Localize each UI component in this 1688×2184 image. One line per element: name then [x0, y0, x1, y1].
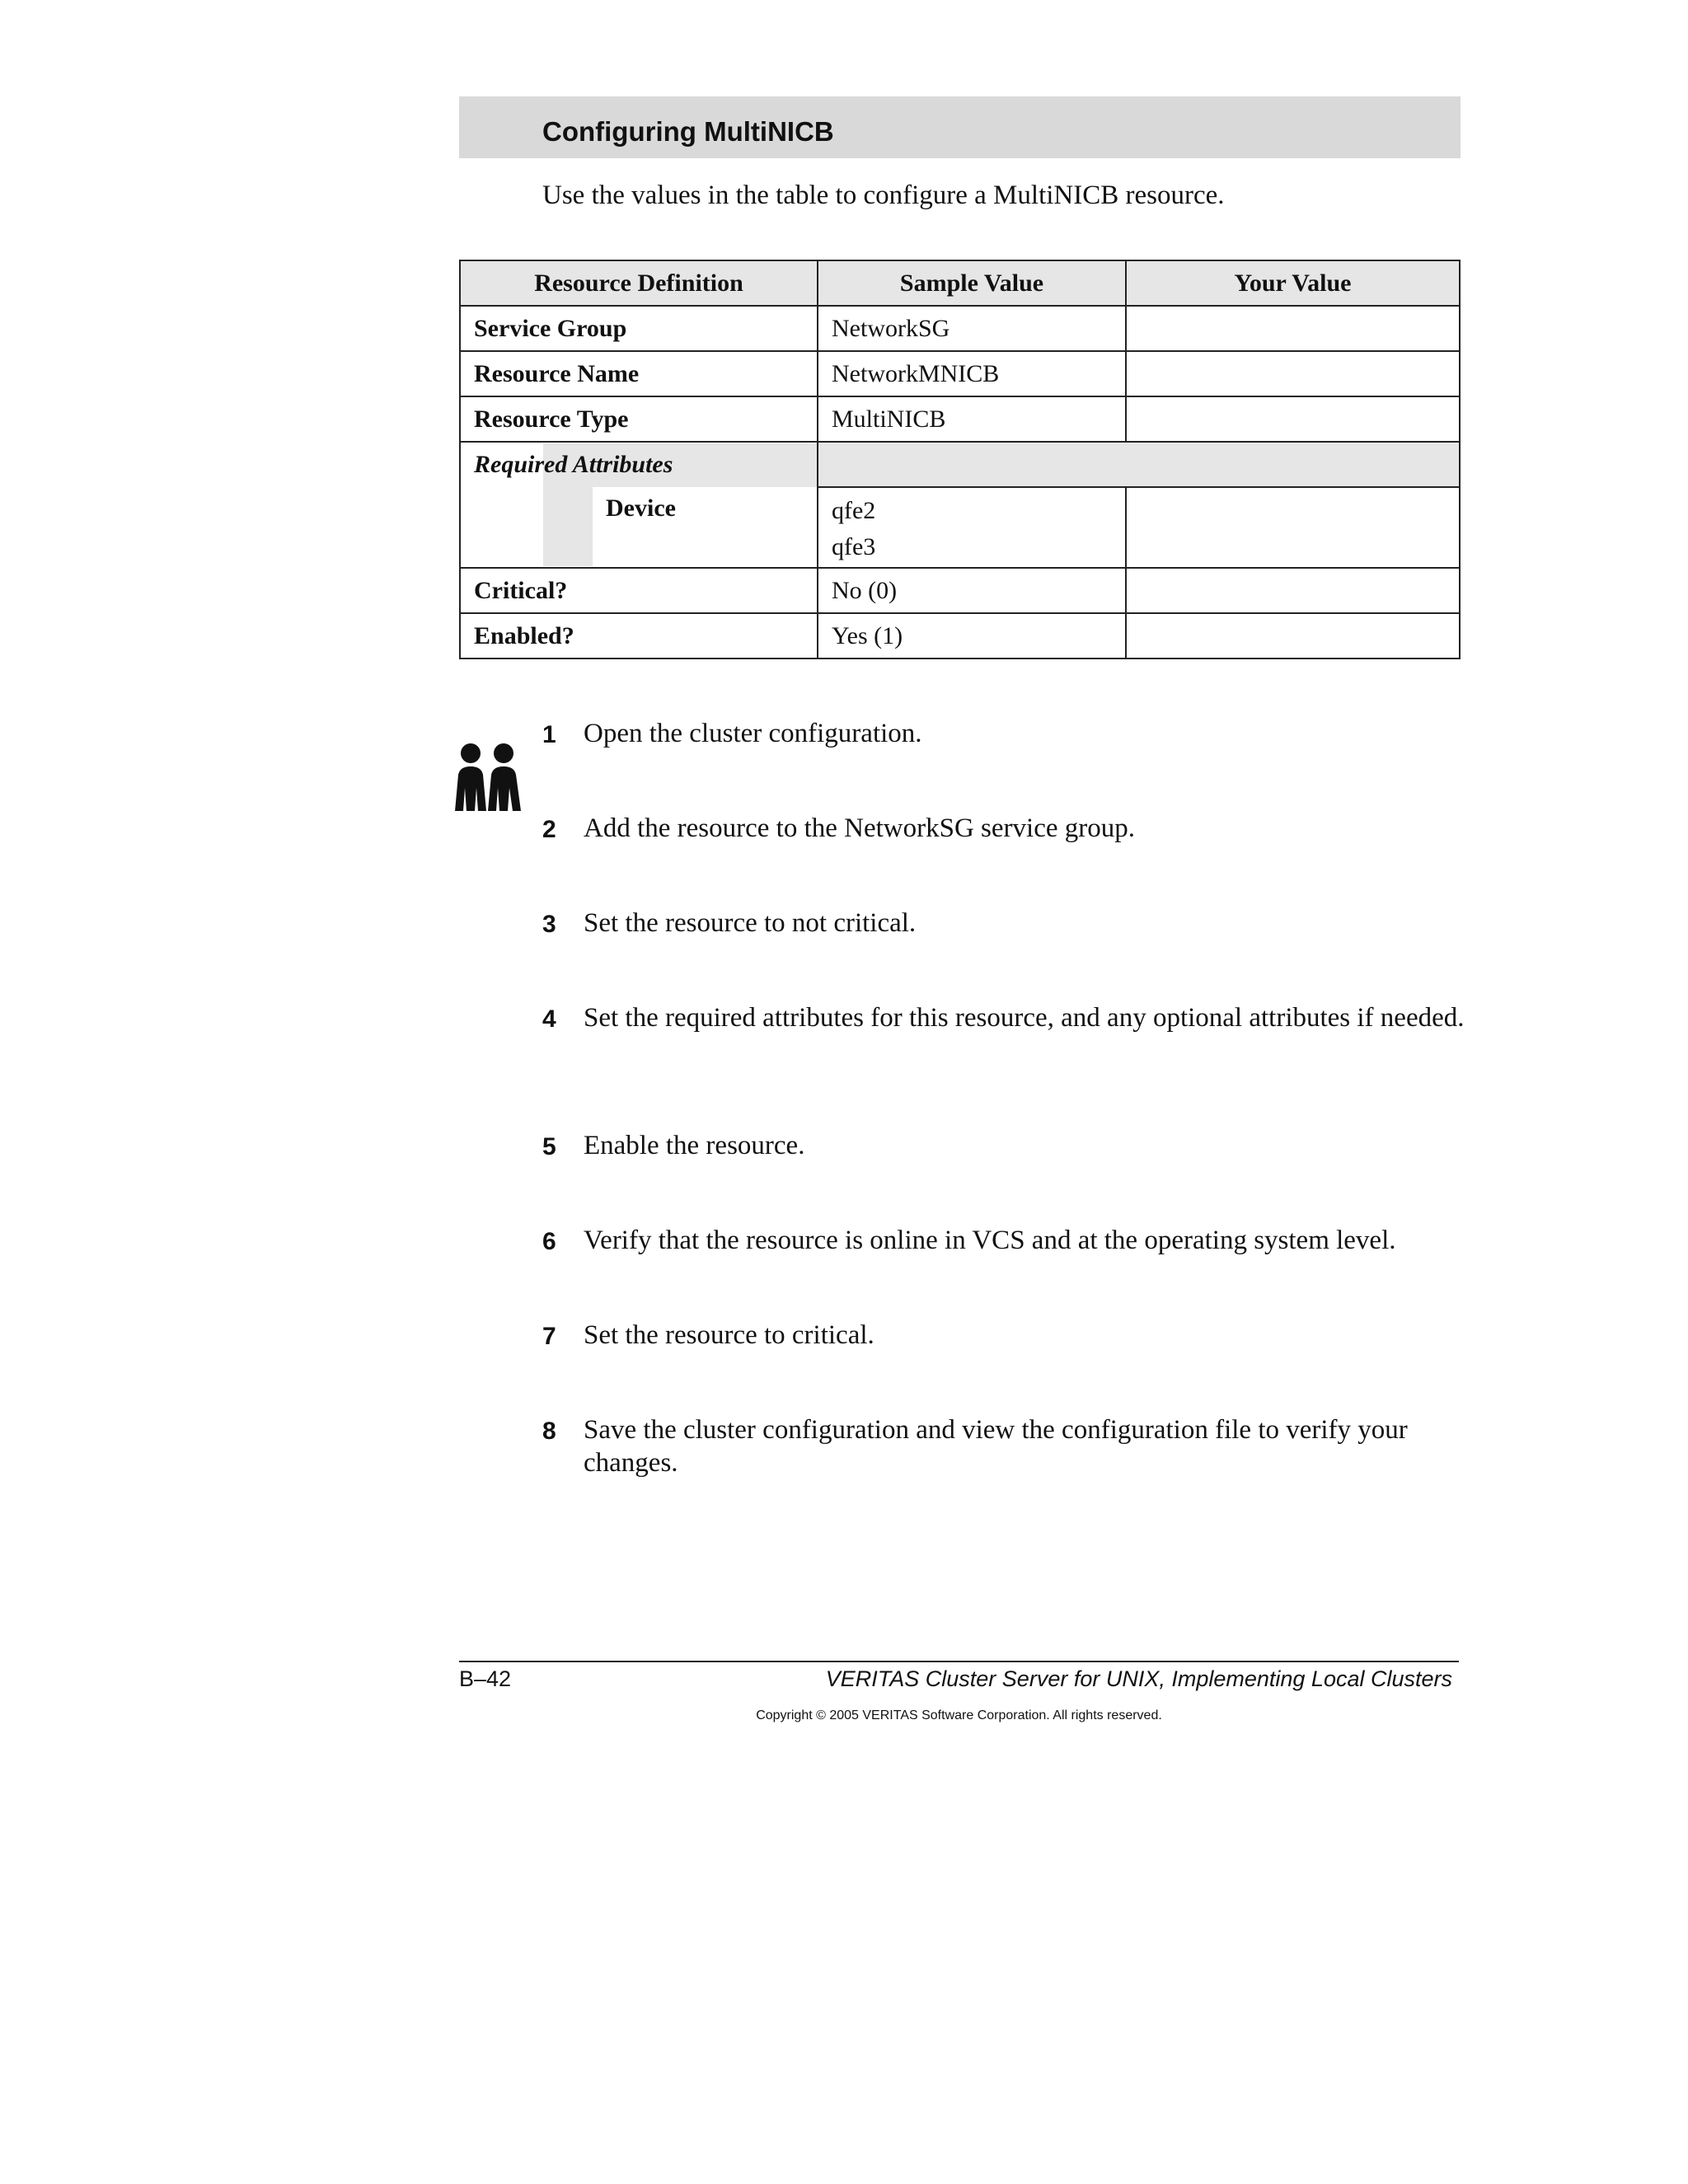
step-number: 7	[542, 1323, 556, 1350]
device-value: qfe3	[832, 533, 876, 560]
row-your-value[interactable]	[1126, 613, 1460, 658]
step-number: 5	[542, 1133, 556, 1160]
step-text: Add the resource to the NetworkSG service group.	[584, 813, 1135, 843]
header-your-value: Your Value	[1126, 260, 1460, 306]
step-number: 3	[542, 911, 556, 938]
step-text: Set the resource to critical.	[584, 1320, 874, 1350]
row-label: Resource Name	[460, 351, 818, 396]
step-text: Verify that the resource is online in VCS and at the operating system level.	[584, 1226, 1396, 1255]
device-cell	[460, 487, 818, 568]
required-attributes-header	[474, 442, 1460, 487]
list-item	[542, 1319, 1465, 1353]
required-attributes-label: Required Attributes	[474, 450, 673, 478]
table-row	[460, 306, 1460, 351]
table-row	[460, 568, 1460, 613]
device-your-value[interactable]	[1126, 487, 1460, 568]
header-resource-definition: Resource Definition	[460, 260, 818, 306]
row-your-value[interactable]	[1126, 306, 1460, 351]
list-item	[542, 1413, 1465, 1479]
list-item	[542, 1224, 1465, 1258]
row-your-value[interactable]	[1126, 396, 1460, 442]
step-text: Enable the resource.	[584, 1131, 805, 1160]
device-label: Device	[606, 494, 676, 522]
list-item	[542, 812, 1465, 846]
row-sample: Yes (1)	[818, 613, 1126, 658]
step-text: Set the required attributes for this resource, and any optional attributes if needed.	[584, 1003, 1465, 1033]
section-title: Configuring MultiNICB	[542, 116, 834, 147]
table-header-row	[460, 260, 1460, 306]
row-label: Resource Type	[460, 396, 818, 442]
device-values	[818, 487, 1126, 568]
step-text: Set the resource to not critical.	[584, 908, 917, 938]
table-row-device	[460, 487, 1460, 568]
row-sample: NetworkSG	[818, 306, 1126, 351]
list-item	[542, 717, 1465, 752]
page-number: B–42	[459, 1666, 512, 1691]
list-item	[542, 1001, 1465, 1036]
row-your-value[interactable]	[1126, 568, 1460, 613]
required-attributes-row	[460, 442, 1460, 487]
copyright-notice: Copyright © 2005 VERITAS Software Corporation. All rights reserved.	[756, 1708, 1162, 1722]
step-text: Save the cluster configuration and view the configuration file to verify your changes.	[584, 1415, 1408, 1478]
table-row	[460, 396, 1460, 442]
list-item	[542, 907, 1465, 941]
step-text: Open the cluster configuration.	[584, 719, 922, 748]
footer-title: VERITAS Cluster Server for UNIX, Implementing Local Clusters	[825, 1666, 1452, 1691]
step-number: 4	[542, 1005, 556, 1033]
header-sample-value: Sample Value	[818, 260, 1126, 306]
table-row	[460, 351, 1460, 396]
row-label: Enabled?	[460, 613, 818, 658]
row-label: Critical?	[460, 568, 818, 613]
intro-text: Use the values in the table to configure a MultiNICB resource.	[542, 180, 1225, 210]
resource-table	[459, 260, 1461, 659]
two-people-icon	[452, 742, 528, 813]
row-your-value[interactable]	[1126, 351, 1460, 396]
row-sample: MultiNICB	[818, 396, 1126, 442]
list-item	[542, 1129, 1465, 1164]
step-number: 8	[542, 1418, 556, 1445]
step-number: 2	[542, 816, 556, 843]
step-number: 1	[542, 721, 556, 748]
step-number: 6	[542, 1228, 556, 1255]
footer-divider	[459, 1661, 1459, 1662]
table-row	[460, 613, 1460, 658]
device-value: qfe2	[832, 497, 876, 524]
row-label: Service Group	[460, 306, 818, 351]
row-sample: No (0)	[818, 568, 1126, 613]
row-sample: NetworkMNICB	[818, 351, 1126, 396]
